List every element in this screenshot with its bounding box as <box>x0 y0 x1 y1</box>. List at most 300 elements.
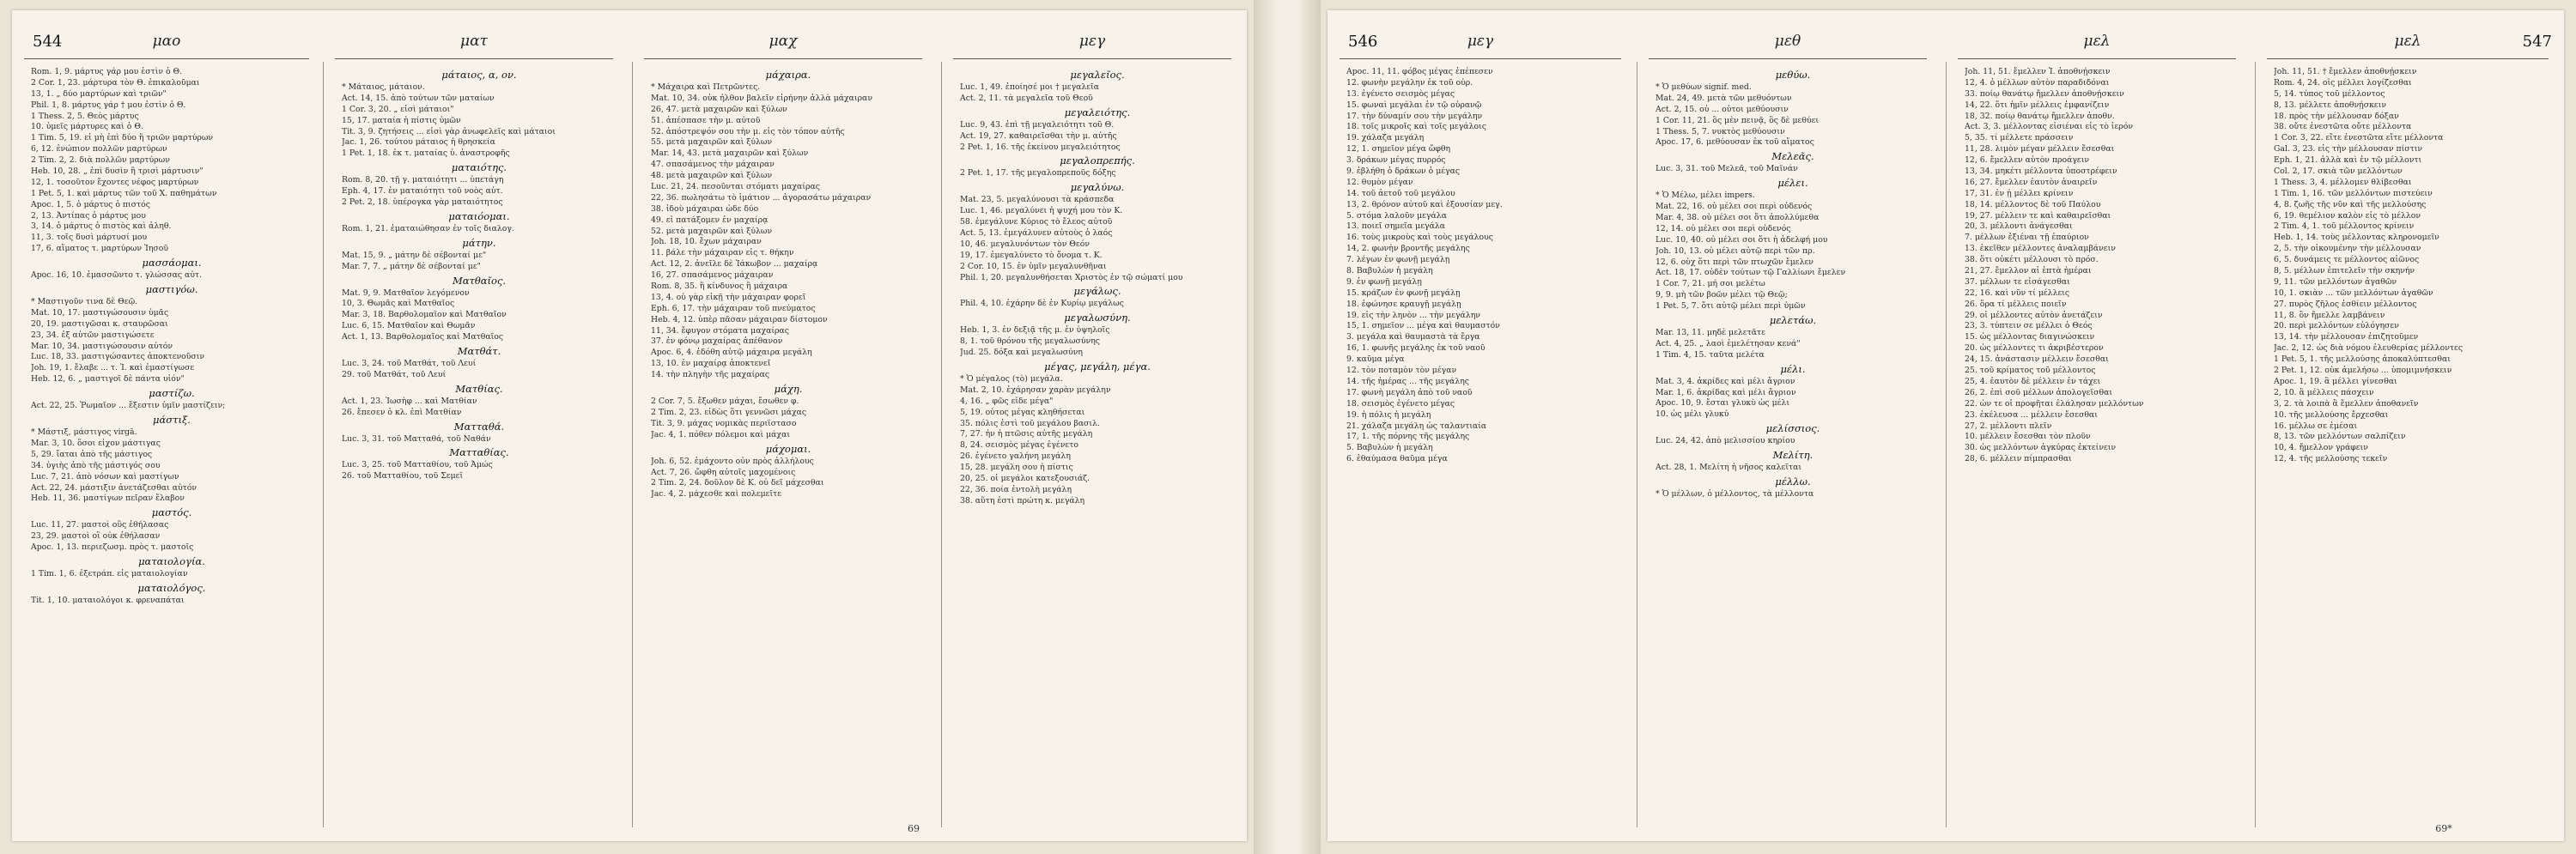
concordance-line: 26, 2. ἐπὶ σοῦ μέλλων ἀπολογεῖσθαι <box>1965 387 2113 397</box>
concordance-line: Apoc. 1, 13. περιεζωσμ. πρὸς τ. μαστοῖς <box>31 542 194 553</box>
concordance-line: 2 Pet. 2, 18. ὑπέρογκα γὰρ ματαιότητος <box>342 197 503 208</box>
concordance-line: Mar. 13, 11. μηδὲ μελετᾶτε <box>1656 328 1765 338</box>
lemma-heading: μεθύω. <box>1775 69 1811 81</box>
concordance-line: 11. βάλε τὴν μάχαιραν εἰς τ. θήκην <box>651 248 794 258</box>
concordance-line: Act. 3, 3. μέλλοντας εἰσιέναι εἰς τὸ ἱερόν <box>1965 122 2133 132</box>
concordance-line: 8, 13. τῶν μελλόντων σαλπίζειν <box>2274 432 2406 442</box>
concordance-line: 1 Cor. 7, 21. μή σοι μελέτω <box>1656 279 1765 289</box>
concordance-line: 15. φωναὶ μεγάλαι ἐν τῷ οὐρανῷ <box>1346 100 1482 110</box>
concordance-line: 24, 15. ἀνάστασιν μέλλειν ἔσεσθαι <box>1965 354 2109 365</box>
column-divider <box>1946 62 1947 827</box>
concordance-line: 7. μέλλων ἐξιέναι τῇ ἐπαύριον <box>1965 233 2089 243</box>
lemma-heading: ματαιολόγος. <box>137 581 206 594</box>
header-rule <box>644 58 922 59</box>
concordance-line: 13, 4. οὐ γὰρ εἰκῇ τὴν μάχαιραν φορεῖ <box>651 292 806 302</box>
concordance-line: Luc. 6, 15. Ματθαῖον καὶ Θωμᾶν <box>342 321 476 331</box>
concordance-line: 26. ἔπεσεν ὁ κλ. ἐπὶ Ματθίαν <box>342 407 462 417</box>
concordance-line: 1 Pet. 5, 1. καὶ μάρτυς τῶν τοῦ Χ. παθημάτων <box>31 188 217 198</box>
concordance-line: 26. τοῦ Ματταθίου, τοῦ Σεμεΐ <box>342 471 464 482</box>
concordance-line: 1 Thess. 2, 5. Θεὸς μάρτυς <box>31 111 139 121</box>
concordance-line: Mar. 4, 38. οὐ μέλει σοι ὅτι ἀπολλύμεθα <box>1656 213 1820 223</box>
concordance-line: 30. ὡς μελλόντων ἀγκύρας ἐκτείνειν <box>1965 443 2117 453</box>
concordance-line: Jac. 4, 1. πόθεν πόλεμοι καὶ μάχαι <box>651 429 790 439</box>
concordance-line: 10. ὡς μέλι γλυκύ <box>1656 409 1729 420</box>
concordance-line: 18. σεισμὸς ἐγένετο μέγας <box>1346 398 1455 409</box>
concordance-line: 23, 29. μαστοὶ οἳ οὐκ ἐθήλασαν <box>31 531 161 542</box>
concordance-line: Rom. 8, 35. ἢ κίνδυνος ἢ μάχαιρα <box>651 282 788 292</box>
concordance-line: 23. ἐκέλευσα ... μέλλειν ἔσεσθαι <box>1965 409 2098 420</box>
concordance-line: 2 Tim. 2, 2. διὰ πολλῶν μαρτύρων <box>31 155 170 166</box>
concordance-line: 17, 6. αἵματος τ. μαρτύρων Ἰησοῦ <box>31 244 169 254</box>
concordance-line: 25. τοῦ κρίματος τοῦ μέλλοντος <box>1965 366 2096 376</box>
concordance-line: 23, 34. ἐξ αὐτῶν μαστιγώσετε <box>31 330 155 340</box>
concordance-line: 20. περὶ μελλόντων εὐλόγησεν <box>2274 321 2399 331</box>
page-number: 546 <box>1348 33 1378 51</box>
header-rule <box>24 58 309 59</box>
concordance-line: Tit. 1, 10. ματαιολόγοι κ. φρεναπάται <box>31 595 185 605</box>
concordance-line: * Μάστιξ, μάστιγος virgā. <box>31 427 137 438</box>
concordance-line: Joh. 18, 10. ἔχων μάχαιραν <box>651 237 762 247</box>
concordance-line: 10. τῆς μελλούσης ἔρχεσθαι <box>2274 409 2389 420</box>
concordance-line: 15, 28. μεγάλη σου ἡ πίστις <box>960 463 1073 473</box>
running-head-word: μελ <box>2083 33 2111 50</box>
concordance-line: Luc. 18, 33. μαστιγώσαντες ἀποκτενοῦσιν <box>31 352 205 362</box>
concordance-line: 1 Cor. 11, 21. ὃς μὲν πεινᾷ, ὃς δὲ μεθύει <box>1656 115 1820 125</box>
concordance-line: 20. ὡς μέλλοντες τι ἀκριβέστερον <box>1965 343 2104 354</box>
concordance-line: Act. 1, 13. Βαρθολομαῖος καὶ Ματθαῖος <box>342 332 504 342</box>
concordance-line: 13, 34. μηκέτι μέλλοντα ὑποστρέφειν <box>1965 167 2117 177</box>
concordance-line: Luc. 3, 31. τοῦ Ματταθά, τοῦ Ναθάν <box>342 433 491 444</box>
concordance-line: 12, 1. σημεῖον μέγα ὤφθη <box>1346 144 1451 154</box>
concordance-line: 38. ἰδοὺ μάχαιραι ὧδε δύο <box>651 203 759 214</box>
concordance-line: 20, 25. οἱ μεγάλοι κατεξουσιάζ. <box>960 474 1091 484</box>
concordance-line: Apoc. 10, 9. ἔσται γλυκὺ ὡς μέλι <box>1656 398 1789 409</box>
concordance-line: 19. ἡ πόλις ἡ μεγάλη <box>1346 409 1431 420</box>
concordance-line: Jac. 4, 2. μάχεσθε καὶ πολεμεῖτε <box>651 489 782 500</box>
lemma-heading: μέλλω. <box>1775 475 1811 488</box>
concordance-line: Rom. 1, 9. μάρτυς γάρ μου ἐστὶν ὁ Θ. <box>31 67 183 76</box>
column-divider <box>323 62 324 827</box>
concordance-line: 2 Pet. 1, 16. τῆς ἐκείνου μεγαλειότητος <box>960 142 1121 152</box>
concordance-line: Mar. 14, 43. μετὰ μαχαιρῶν καὶ ξύλων <box>651 148 809 159</box>
concordance-line: Act. 2, 15. οὐ ... οὗτοι μεθύουσιν <box>1656 104 1789 114</box>
concordance-line: 7. λέγων ἐν φωνῇ μεγάλῃ <box>1346 255 1450 265</box>
concordance-line: Luc. 1, 46. μεγαλύνει ἡ ψυχή μου τὸν Κ. <box>960 206 1123 216</box>
column-divider <box>941 62 942 827</box>
lemma-heading: Ματθαῖος. <box>452 274 507 287</box>
concordance-line: 5. στόμα λαλοῦν μεγάλα <box>1346 210 1447 221</box>
concordance-line: Eph. 4, 17. ἐν ματαιότητι τοῦ νοὸς αὐτ. <box>342 186 503 197</box>
concordance-line: 23, 3. τύπτειν σε μέλλει ὁ Θεός <box>1965 321 2093 331</box>
concordance-line: 13, 2. θρόνον αὐτοῦ καὶ ἐξουσίαν μεγ. <box>1346 199 1503 209</box>
concordance-line: Phil. 1, 20. μεγαλυνθήσεται Χριστὸς ἐν τῷ σώματί μου <box>960 272 1183 282</box>
right-page <box>1327 10 2564 841</box>
concordance-line: 1 Tim. 1, 6. ἐξετράπ. εἰς ματαιολογίαν <box>31 568 188 578</box>
concordance-line: 49. εἰ πατάξομεν ἐν μαχαίρᾳ <box>651 215 769 225</box>
lemma-heading: μεγαλεῖος. <box>1070 69 1125 81</box>
running-head-word: μελ <box>2394 33 2421 50</box>
concordance-line: 8, 1. τοῦ θρόνου τῆς μεγαλωσύνης <box>960 336 1100 347</box>
concordance-line: Phil. 1, 8. μάρτυς γάρ † μου ἐστὶν ὁ Θ. <box>31 100 186 110</box>
signature-mark: 69 <box>908 823 920 834</box>
concordance-line: Rom. 8, 20. τῇ γ. ματαιότητι ... ὑπετάγη <box>342 175 504 185</box>
concordance-line: 2, 13. Ἀντίπας ὁ μάρτυς μου <box>31 210 146 221</box>
concordance-line: 9, 9. μὴ τῶν βοῶν μέλει τῷ Θεῷ; <box>1656 290 1788 300</box>
concordance-line: * Μάχαιρα καὶ Πετρῶντες. <box>651 82 761 92</box>
concordance-line: Joh. 11, 51. † ἔμελλεν ἀποθνῄσκειν <box>2274 67 2417 76</box>
concordance-line: Heb. 11, 36. μαστίγων πεῖραν ἔλαβον <box>31 494 185 504</box>
concordance-line: 28, 6. μέλλειν πίμπρασθαι <box>1965 454 2072 464</box>
concordance-line: 15, 1. σημεῖον ... μέγα καὶ θαυμαστόν <box>1346 321 1500 331</box>
concordance-line: 12. φωνὴν μεγάλην ἐκ τοῦ οὐρ. <box>1346 77 1473 88</box>
header-rule <box>1340 58 1621 59</box>
column-header <box>2255 33 2561 55</box>
concordance-line: Mat. 23, 5. μεγαλύνουσι τὰ κράσπεδα <box>960 195 1115 205</box>
concordance-line: 6, 5. δυνάμεις τε μέλλοντος αἰῶνος <box>2274 255 2420 265</box>
lemma-heading: μαστός. <box>151 506 192 519</box>
column-divider <box>632 62 633 827</box>
concordance-line: 34. ὑγιὴς ἀπὸ τῆς μάστιγός σου <box>31 460 161 470</box>
left-page <box>12 10 1247 841</box>
concordance-line: Rom. 1, 21. ἐματαιώθησαν ἐν τοῖς διαλογ. <box>342 223 514 233</box>
column <box>632 10 934 841</box>
concordance-line: * Ὁ μέλλων, ὁ μέλλοντος, τὰ μέλλοντα <box>1656 489 1814 500</box>
lemma-heading: μάστιξ. <box>153 414 191 427</box>
concordance-line: 9, 11. τῶν μελλόντων ἀγαθῶν <box>2274 276 2397 287</box>
concordance-line: 13. ποιεῖ σημεῖα μεγάλα <box>1346 221 1446 232</box>
concordance-line: 38. οὔτε ἐνεστῶτα οὔτε μέλλοντα <box>2274 122 2412 132</box>
concordance-line: 1 Pet. 5, 7. ὅτι αὐτῷ μέλει περὶ ὑμῶν <box>1656 301 1806 312</box>
concordance-line: 12, 4. ὁ μέλλων αὐτὸν παραδιδόναι <box>1965 77 2110 88</box>
concordance-line: Mat. 2, 10. ἐχάρησαν χαρὰν μεγάλην <box>960 385 1111 395</box>
concordance-line: 48. μετὰ μαχαιρῶν καὶ ξύλων <box>651 171 773 181</box>
concordance-line: 2 Pet. 1, 12. οὐκ ἀμελήσω ... ὑπομιμνήσκειν <box>2274 366 2452 376</box>
concordance-line: 3. δράκων μέγας πυρρός <box>1346 155 1446 166</box>
lemma-heading: μέλει. <box>1777 177 1808 190</box>
concordance-line: 55. μετὰ μαχαιρῶν καὶ ξύλων <box>651 137 773 148</box>
concordance-line: 14, 22. ὅτι ἡμῖν μέλλεις ἐμφανίζειν <box>1965 100 2110 110</box>
concordance-line: Apoc. 17, 6. μεθύουσαν ἐκ τοῦ αἵματος <box>1656 137 1814 148</box>
concordance-line: Heb. 1, 3. ἐν δεξιᾷ τῆς μ. ἐν ὑψηλοῖς <box>960 325 1110 336</box>
concordance-line: * Ὁ Μέλω, μέλει impers. <box>1656 191 1755 201</box>
concordance-line: 18. τοῖς μικροῖς καὶ τοῖς μεγάλοις <box>1346 122 1486 132</box>
lemma-heading: μελίσσιος. <box>1765 422 1820 435</box>
concordance-line: Gal. 3, 23. εἰς τὴν μέλλουσαν πίστιν <box>2274 144 2423 154</box>
concordance-line: 21, 27. ἔμελλον αἱ ἑπτὰ ἡμέραι <box>1965 266 2092 276</box>
concordance-line: 10, 4. ἤμελλον γράφειν <box>2274 443 2368 453</box>
concordance-line: 37. μέλλων τε εἰσάγεσθαι <box>1965 276 2070 287</box>
header-rule <box>953 58 1231 59</box>
concordance-line: Luc. 3, 31. τοῦ Μελεᾶ, τοῦ Μαϊνάν <box>1656 164 1798 174</box>
concordance-line: * Ὁ μεθύων signif. med. <box>1656 82 1752 92</box>
concordance-line: 8, 5. μέλλων ἐπιτελεῖν τὴν σκηνήν <box>2274 266 2415 276</box>
concordance-line: 14, 2. φωνὴν βροντῆς μεγάλης <box>1346 244 1470 254</box>
signature-mark: 69* <box>2435 823 2452 834</box>
lemma-heading: Μελίτη. <box>1772 449 1814 462</box>
concordance-line: Act. 5, 13. ἐμεγάλυνεν αὐτοὺς ὁ λαός <box>960 228 1113 239</box>
concordance-line: 29. τοῦ Ματθάτ, τοῦ Λευί <box>342 369 447 379</box>
header-rule <box>2267 58 2549 59</box>
concordance-line: 1 Cor. 3, 20. „ εἰσὶ μάταιοι" <box>342 104 454 114</box>
concordance-line: 10. μέλλειν ἔσεσθαι τὸν πλοῦν <box>1965 432 2091 442</box>
concordance-line: 17. φωνὴ μεγάλη ἀπὸ τοῦ ναοῦ <box>1346 387 1473 397</box>
concordance-line: Tit. 3, 9. μάχας νομικὰς περιΐστασο <box>651 418 797 428</box>
column <box>1946 10 2248 841</box>
concordance-line: Mat. 3, 4. ἀκρίδες καὶ μέλι ἄγριον <box>1656 376 1795 386</box>
concordance-line: 26. ἐγένετο γαλήνη μεγάλη <box>960 451 1071 462</box>
concordance-line: 1 Tim. 1, 16. τῶν μελλόντων πιστεύειν <box>2274 188 2433 198</box>
concordance-line: * Μαστιγοῦν τινα δὲ Θεῷ. <box>31 297 138 307</box>
concordance-line: Heb. 4, 12. ὑπὲρ πᾶσαν μάχαιραν δίστομον <box>651 314 828 324</box>
concordance-line: Heb. 1, 14. τοὺς μέλλοντας κληρονομεῖν <box>2274 233 2439 243</box>
concordance-line: 22, 16. καὶ νῦν τί μέλλεις <box>1965 288 2070 298</box>
concordance-line: 19. χάλαζα μεγάλη <box>1346 133 1425 143</box>
concordance-line: Joh. 11, 51. ἔμελλεν Ἰ. ἀποθνῄσκειν <box>1965 67 2111 76</box>
concordance-line: 14. τὴν πληγὴν τῆς μαχαίρας <box>651 370 770 380</box>
concordance-line: Joh. 19, 1. ἔλαβε ... τ. Ἰ. καὶ ἐμαστίγωσε <box>31 363 195 373</box>
concordance-line: 12, 1. τοσοῦτον ἔχοντες νέφος μαρτύρων <box>31 177 199 187</box>
concordance-line: 1 Pet. 1, 18. ἐκ τ. ματαίας ὑ. ἀναστροφῆς <box>342 148 510 159</box>
concordance-line: 5. Βαβυλὼν ἡ μεγάλη <box>1346 443 1433 453</box>
concordance-line: Luc. 11, 27. μαστοὶ οὓς ἐθήλασας <box>31 520 169 530</box>
concordance-line: 52. ἀπόστρεψόν σου τὴν μ. εἰς τὸν τόπον αὐτῆς <box>651 126 845 136</box>
concordance-line: Act. 2, 11. τὰ μεγαλεῖα τοῦ Θεοῦ <box>960 93 1093 103</box>
concordance-line: 15, 17. ματαία ἡ πίστις ὑμῶν <box>342 115 461 125</box>
concordance-line: 12, 6. ἔμελλεν αὐτὸν προάγειν <box>1965 155 2090 166</box>
concordance-line: 10, 3. Θωμᾶς καὶ Ματθαῖος <box>342 299 455 309</box>
running-head-word: μαχ <box>769 33 798 50</box>
concordance-line: Luc. 9, 43. ἐπὶ τῇ μεγαλειότητι τοῦ Θ. <box>960 119 1115 130</box>
concordance-line: 12. θυμὸν μέγαν <box>1346 177 1413 187</box>
concordance-line: 18. πρὸς τὴν μέλλουσαν δόξαν <box>2274 111 2399 121</box>
concordance-line: 18. ἐφώνησε κραυγῇ μεγάλῃ <box>1346 299 1461 309</box>
running-head-word: μεθ <box>1774 33 1801 50</box>
concordance-line: 2 Cor. 10, 15. ἐν ὑμῖν μεγαλυνθῆναι <box>960 261 1107 271</box>
lemma-heading: μέλι. <box>1780 362 1806 375</box>
concordance-line: Mar. 10, 34. μαστιγώσουσιν αὐτόν <box>31 341 173 351</box>
concordance-line: 35. πόλις ἐστὶ τοῦ μεγάλου βασιλ. <box>960 418 1100 428</box>
concordance-line: * Μάταιος, μάταιον. <box>342 82 425 92</box>
concordance-line: 19. εἰς τὴν ληνὸν ... τὴν μεγάλην <box>1346 310 1480 320</box>
column-header <box>323 33 625 55</box>
column <box>1327 10 1633 841</box>
concordance-line: Tit. 3, 9. ζητήσεις ... εἰσὶ γὰρ ἀνωφελεῖς καὶ μάταιοι <box>342 126 556 136</box>
concordance-line: Mar. 3, 18. Βαρθολομαῖον καὶ Ματθαῖον <box>342 310 507 320</box>
concordance-line: 3. μεγάλα καὶ θαυμαστὰ τὰ ἔργα <box>1346 332 1480 342</box>
concordance-line: Col. 2, 17. σκιὰ τῶν μελλόντων <box>2274 167 2403 177</box>
concordance-line: Apoc. 1, 19. ἃ μέλλει γίνεσθαι <box>2274 376 2397 386</box>
concordance-line: 51. ἀπέσπασε τὴν μ. αὐτοῦ <box>651 115 761 125</box>
concordance-line: 1 Tim. 4, 15. ταῦτα μελέτα <box>1656 349 1765 360</box>
column-header <box>1946 33 2248 55</box>
concordance-line: 5, 14. τύπος τοῦ μέλλοντος <box>2274 88 2385 99</box>
concordance-line: Luc. 21, 24. πεσοῦνται στόματι μαχαίρας <box>651 182 820 192</box>
concordance-line: Act. 1, 23. Ἰωσὴφ ... καὶ Ματθίαν <box>342 396 477 406</box>
concordance-entries <box>342 67 617 822</box>
concordance-line: 20, 19. μαστιγῶσαι κ. σταυρῶσαι <box>31 318 168 329</box>
concordance-line: 8. Βαβυλὼν ἡ μεγάλη <box>1346 266 1433 276</box>
lemma-heading: μεγάλως. <box>1073 285 1121 298</box>
concordance-line: 12. τὸν ποταμὸν τὸν μέγαν <box>1346 366 1457 376</box>
concordance-line: * Ὁ μέγαλος (τὸ) μεγάλα. <box>960 374 1063 385</box>
concordance-line: 6, 19. θεμέλιον καλὸν εἰς τὸ μέλλον <box>2274 210 2421 221</box>
concordance-line: 2, 5. τὴν οἰκουμένην τὴν μέλλουσαν <box>2274 244 2421 254</box>
concordance-line: 11, 34. ἔφυγον στόματα μαχαίρας <box>651 325 790 336</box>
column-header <box>1327 33 1633 55</box>
concordance-line: 13, 10. ἐν μαχαίρᾳ ἀποκτενεῖ <box>651 359 771 369</box>
concordance-line: 2 Cor. 7, 5. ἔξωθεν μάχαι, ἔσωθεν φ. <box>651 397 799 407</box>
concordance-line: 11, 8. ὃν ἤμελλε λαμβάνειν <box>2274 310 2385 320</box>
lemma-heading: μεγαλύνω. <box>1070 181 1125 194</box>
concordance-line: 25, 4. ἑαυτὸν δὲ μέλλειν ἐν τάχει <box>1965 376 2101 386</box>
column-header <box>12 33 321 55</box>
concordance-line: 1 Pet. 5, 1. τῆς μελλούσης ἀποκαλύπτεσθαι <box>2274 354 2451 365</box>
lemma-heading: μεγαλοπρεπής. <box>1060 154 1135 167</box>
concordance-line: 3, 2. τὰ λοιπὰ ἃ ἔμελλεν ἀποθανεῖν <box>2274 398 2419 409</box>
concordance-line: 15. ὡς μέλλοντας διαγινώσκειν <box>1965 332 2095 342</box>
page-number: 544 <box>33 33 63 51</box>
concordance-line: 26, 47. μετὰ μαχαιρῶν καὶ ξύλων <box>651 104 787 114</box>
lemma-heading: μάχη. <box>774 383 803 396</box>
concordance-line: 13. ἐκεῖθεν μέλλοντες ἀναλαμβάνειν <box>1965 244 2116 254</box>
concordance-line: 9. ἐβλήθη ὁ δράκων ὁ μέγας <box>1346 167 1461 177</box>
header-rule <box>1649 58 1927 59</box>
concordance-line: Joh. 6, 52. ἐμάχοντο οὖν πρὸς ἀλλήλους <box>651 456 814 466</box>
concordance-line: Mat. 24, 49. μετὰ τῶν μεθυόντων <box>1656 93 1792 103</box>
concordance-line: 13, 14. τὴν μέλλουσαν ἐπιζητοῦμεν <box>2274 332 2419 342</box>
header-rule <box>1958 58 2236 59</box>
concordance-line: Luc. 7, 21. ἀπὸ νόσων καὶ μαστίγων <box>31 471 179 482</box>
concordance-line: 2 Tim. 2, 24. δοῦλον δὲ Κ. οὐ δεῖ μάχεσθαι <box>651 478 824 488</box>
concordance-line: 33. ποίῳ θανάτῳ ἤμελλεν ἀποθνῄσκειν <box>1965 88 2124 99</box>
lemma-heading: ματαιότης. <box>451 161 507 174</box>
concordance-line: 16, 1. φωνῆς μεγάλης ἐκ τοῦ ναοῦ <box>1346 343 1485 354</box>
concordance-line: 10, 46. μεγαλυνόντων τὸν Θεόν <box>960 239 1090 249</box>
concordance-line: 1 Cor. 3, 22. εἴτε ἐνεστῶτα εἴτε μέλλοντα <box>2274 133 2444 143</box>
column <box>12 10 321 841</box>
concordance-line: 16, 27. ἔμελλεν ἑαυτὸν ἀναιρεῖν <box>1965 177 2098 187</box>
concordance-line: Act. 19, 27. καθαιρεῖσθαι τὴν μ. αὐτῆς <box>960 130 1117 141</box>
concordance-line: Jac. 1, 26. τούτου μάταιος ἡ θρησκεία <box>342 137 495 148</box>
concordance-line: 2 Tim. 2, 23. εἰδὼς ὅτι γεννῶσι μάχας <box>651 407 807 417</box>
concordance-line: 16. τοὺς μικροὺς καὶ τοὺς μεγάλους <box>1346 233 1493 243</box>
concordance-line: Joh. 10, 13. οὐ μέλει αὐτῷ περὶ τῶν πρ. <box>1656 245 1815 256</box>
concordance-line: Luc. 24, 42. ἀπὸ μελισσίου κηρίου <box>1656 436 1795 446</box>
concordance-line: 38. αὕτη ἐστὶ πρώτη κ. μεγάλη <box>960 495 1085 506</box>
concordance-line: 10. ὑμεῖς μάρτυρες καὶ ὁ Θ. <box>31 122 143 132</box>
concordance-line: Apoc. 16, 10. ἐμασσῶντο τ. γλώσσας αὐτ. <box>31 270 203 281</box>
concordance-line: 2 Tim. 4, 1. τοῦ μέλλοντος κρίνειν <box>2274 221 2415 232</box>
concordance-line: 52. μετὰ μαχαιρῶν καὶ ξύλων <box>651 226 773 236</box>
column <box>1637 10 1939 841</box>
lemma-heading: Ματταθά. <box>453 420 505 433</box>
concordance-line: 15. κράζων ἐν φωνῇ μεγάλῃ <box>1346 288 1461 298</box>
concordance-line: Jud. 25. δόξα καὶ μεγαλωσύνη <box>960 348 1083 358</box>
book-gutter <box>1254 0 1321 854</box>
concordance-entries <box>31 67 313 822</box>
concordance-line: 17. τὴν δύναμίν σου τὴν μεγάλην <box>1346 111 1483 121</box>
concordance-line: 8, 13. μέλλετε ἀποθνῄσκειν <box>2274 100 2387 110</box>
lemma-heading: μάταιος, α, ον. <box>441 69 517 81</box>
lemma-heading: ματαιόομαι. <box>448 209 510 222</box>
concordance-line: Mar. 7, 7. „ μάτην δὲ σέβονταί με" <box>342 261 481 271</box>
concordance-line: 13, 1. „ δύο μαρτύρων καὶ τριῶν" <box>31 88 167 99</box>
concordance-line: Mat. 22, 16. οὐ μέλει σοι περὶ οὐδενός <box>1656 202 1813 212</box>
concordance-line: 14. τοῦ ἀετοῦ τοῦ μεγάλου <box>1346 188 1455 198</box>
concordance-line: 1 Thess. 5, 7. νυκτὸς μεθύουσιν <box>1656 126 1785 136</box>
concordance-line: 22, 36. πωλησάτω τὸ ἱμάτιον ... ἀγορασάτω μάχαιραν <box>651 192 872 203</box>
concordance-line: 17, 31. ἐν ᾗ μέλλει κρίνειν <box>1965 188 2074 198</box>
concordance-line: Mar. 1, 6. ἀκρίδας καὶ μέλι ἄγριον <box>1656 387 1796 397</box>
lemma-heading: Ματθάτ. <box>457 345 501 358</box>
concordance-line: Act. 22, 25. Ῥωμαῖον ... ἔξεστιν ὑμῖν μαστίζειν; <box>31 401 226 411</box>
concordance-line: Act. 12, 2. ἀνεῖλε δὲ Ἰάκωβον ... μαχαίρᾳ <box>651 259 818 270</box>
column-header <box>941 33 1243 55</box>
concordance-line: Act. 18, 17. οὐδὲν τούτων τῷ Γαλλίωνι ἔμελεν <box>1656 268 1846 278</box>
concordance-line: 12, 6. οὐχ ὅτι περὶ τῶν πτωχῶν ἔμελεν <box>1656 257 1814 267</box>
concordance-entries <box>1656 67 1930 822</box>
lemma-heading: μαστίζω. <box>149 387 195 400</box>
lemma-heading: μεγαλωσύνη. <box>1064 312 1131 324</box>
concordance-line: Apoc. 11, 11. φόβος μέγας ἐπέπεσεν <box>1346 67 1493 76</box>
concordance-line: 5, 19. οὗτος μέγας κληθήσεται <box>960 407 1085 417</box>
concordance-line: 4, 16. „ φῶς εἶδε μέγα" <box>960 396 1054 406</box>
concordance-line: 21. χάλαζα μεγάλη ὡς ταλαντιαία <box>1346 421 1487 431</box>
concordance-line: 9. καῦμα μέγα <box>1346 354 1405 365</box>
concordance-line: Act. 22, 24. μάστιξιν ἀνετάζεσθαι αὐτόν <box>31 482 197 493</box>
concordance-line: 47. σπασάμενος τὴν μάχαιραν <box>651 160 775 170</box>
concordance-line: 22, 36. ποία ἐντολὴ μεγάλη <box>960 484 1072 494</box>
concordance-line: Luc. 10, 40. οὐ μέλει σοι ὅτι ἡ ἀδελφή μου <box>1656 234 1828 245</box>
concordance-line: 14. τῆς ἡμέρας ... τῆς μεγάλης <box>1346 376 1470 386</box>
concordance-line: 18, 14. μέλλοντος δὲ τοῦ Παύλου <box>1965 199 2101 209</box>
concordance-line: Mat. 9, 9. Ματθαῖον λεγόμενον <box>342 288 470 298</box>
concordance-line: 26. ὅρα τί μέλλεις ποιεῖν <box>1965 299 2067 309</box>
column <box>941 10 1243 841</box>
concordance-line: Apoc. 1, 5. ὁ μάρτυς ὁ πιστός <box>31 199 150 209</box>
concordance-entries <box>2274 67 2552 822</box>
lemma-heading: μάχαιρα. <box>765 69 811 81</box>
concordance-line: 6. ἐθαύμασα θαῦμα μέγα <box>1346 454 1448 464</box>
concordance-line: 5, 29. ἴαται ἀπὸ τῆς μάστιγος <box>31 449 153 459</box>
concordance-line: 37. ἐν φόνῳ μαχαίρας ἀπέθανον <box>651 336 783 347</box>
lemma-heading: Ματθίας. <box>455 382 503 395</box>
concordance-line: 11, 28. λιμὸν μέγαν μέλλειν ἔσεσθαι <box>1965 144 2115 154</box>
concordance-line: 8, 24. σεισμὸς μέγας ἐγένετο <box>960 440 1078 451</box>
concordance-entries <box>1346 67 1625 822</box>
concordance-line: Eph. 6, 17. τὴν μάχαιραν τοῦ πνεύματος <box>651 303 816 313</box>
concordance-line: 7, 27. ἦν ἡ πτῶσις αὐτῆς μεγάλη <box>960 429 1093 439</box>
concordance-line: 4, 8. ζωῆς τῆς νῦν καὶ τῆς μελλούσης <box>2274 199 2427 209</box>
concordance-line: 12, 4. τῆς μελλούσης τεκεῖν <box>2274 454 2388 464</box>
column <box>2255 10 2561 841</box>
concordance-entries <box>1965 67 2239 822</box>
concordance-line: 20, 3. μέλλοντι ἀνάγεσθαι <box>1965 221 2073 232</box>
concordance-line: Act. 7, 26. ὤφθη αὐτοῖς μαχομένοις <box>651 467 796 477</box>
concordance-line: 2 Cor. 1, 23. μάρτυρα τὸν Θ. ἐπικαλοῦμαι <box>31 77 200 88</box>
concordance-line: 1 Thess. 3, 4. μέλλομεν θλίβεσθαι <box>2274 177 2412 187</box>
concordance-line: 22. ὧν τε οἱ προφῆται ἐλάλησαν μελλόντων <box>1965 398 2144 409</box>
lemma-heading: μέγας, μεγάλη, μέγα. <box>1044 360 1151 373</box>
lemma-heading: Μελεᾶς. <box>1771 150 1814 163</box>
header-rule <box>335 58 613 59</box>
concordance-entries <box>960 67 1235 822</box>
page-number: 547 <box>2522 33 2552 51</box>
concordance-line: Mat. 10, 17. μαστιγώσουσιν ὑμᾶς <box>31 307 169 318</box>
concordance-line: 19, 27. μέλλειν τε καὶ καθαιρεῖσθαι <box>1965 210 2111 221</box>
lemma-heading: μάτην. <box>462 236 496 249</box>
concordance-line: Rom. 4, 24. οἷς μέλλει λογίζεσθαι <box>2274 77 2412 88</box>
